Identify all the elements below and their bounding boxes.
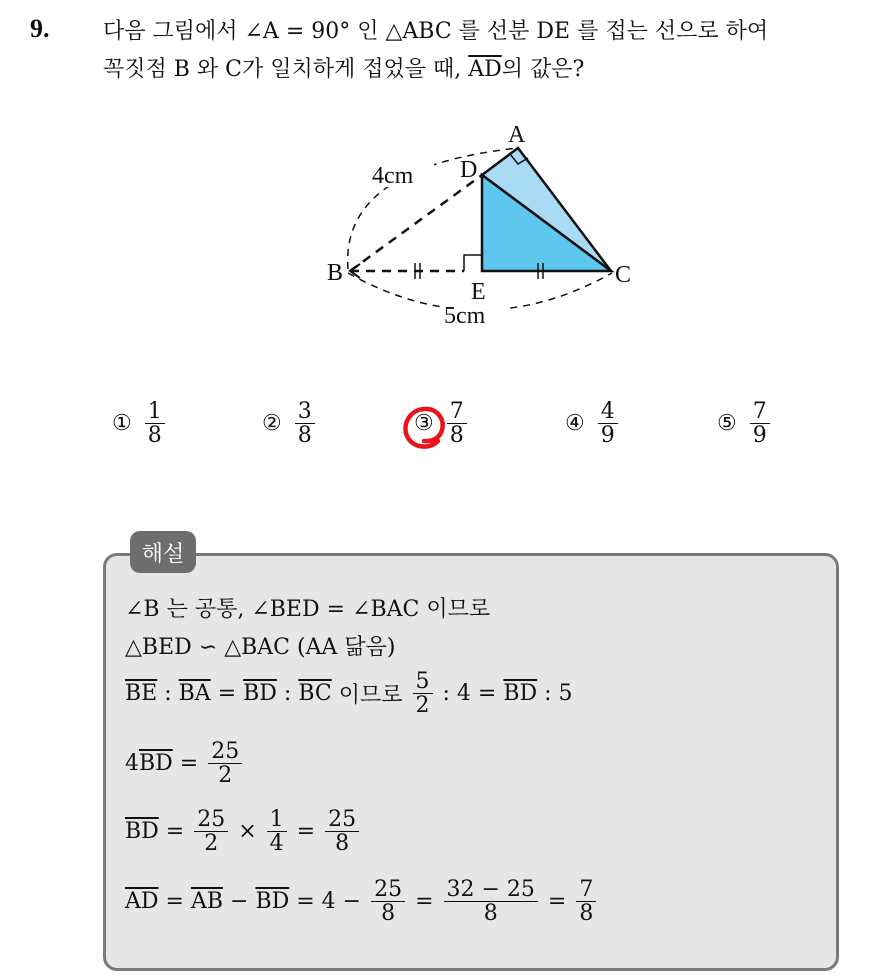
question-line2-post: 의 값은? xyxy=(501,57,585,82)
solution-line-1: ∠B 는 공통, ∠BED = ∠BAC 이므로 xyxy=(125,597,491,622)
choice-2-fraction: $\frac{3}{8}$ xyxy=(295,400,315,447)
choice-1[interactable] xyxy=(112,400,168,447)
triangle-figure xyxy=(320,115,650,330)
solution-line-2: △BED ∽ △BAC (AA 닮음) xyxy=(125,635,396,660)
choice-5-fraction: $\frac{7}{9}$ xyxy=(750,400,770,447)
solution-badge: 해설 xyxy=(130,531,196,573)
label-B: B xyxy=(327,260,344,286)
choice-1-fraction: $\frac{1}{8}$ xyxy=(145,400,165,447)
solution-line-3: $\overline{BE}$ : $\overline{BA}$ = $\overline{BD}$ : $\overline{BC}$ 이므로 $\frac{5}{2}$ : 4 = $\overline{BD}$ : 5 xyxy=(125,669,573,719)
choice-4-fraction: $\frac{4}{9}$ xyxy=(598,400,618,447)
label-C: C xyxy=(615,262,632,288)
label-D: D xyxy=(460,157,478,183)
right-angle-E xyxy=(464,255,482,271)
choice-1-mark: ① xyxy=(112,411,132,437)
solution-line-6: $\overline{AD}$ = $\overline{AB}$ − $\overline{BD}$ = 4 − $\frac{25}{8}$ = $\frac{32 - 25}{8}$ = $\frac{7}{8}$ xyxy=(125,878,599,925)
choice-4[interactable] xyxy=(565,400,621,447)
label-E: E xyxy=(471,279,486,305)
segment-BD-dashed xyxy=(350,175,482,271)
choice-3-mark: ③ xyxy=(414,411,434,437)
label-A: A xyxy=(508,122,526,148)
choice-3-fraction: $\frac{7}{8}$ xyxy=(447,400,467,447)
choice-4-mark: ④ xyxy=(565,411,585,437)
answer-circle-mark xyxy=(402,405,448,451)
solution-line-4: 4 $\overline{BD}$ = $\frac{25}{2}$ xyxy=(125,740,245,787)
solution-line-5: $\overline{BD}$ = $\frac{25}{2}$ × $\frac{1}{4}$ = $\frac{25}{8}$ xyxy=(125,808,362,855)
label-5cm: 5cm xyxy=(444,303,486,329)
segment-AD: $\overline{AD}$ xyxy=(468,57,502,82)
choice-5[interactable] xyxy=(717,400,773,447)
question-text-line1: 다음 그림에서 ∠A = 90° 인 △ABC 를 선분 DE 를 접는 선으로 하여 xyxy=(103,19,769,44)
question-number: 9. xyxy=(30,14,50,43)
question-line2-pre: 꼭짓점 B 와 C가 일치하게 접었을 때, xyxy=(103,57,469,82)
choice-5-mark: ⑤ xyxy=(717,411,737,437)
choice-2-mark: ② xyxy=(262,411,282,437)
question-text-line2 xyxy=(103,52,584,83)
label-4cm: 4cm xyxy=(372,163,414,189)
choice-2[interactable] xyxy=(262,400,318,447)
